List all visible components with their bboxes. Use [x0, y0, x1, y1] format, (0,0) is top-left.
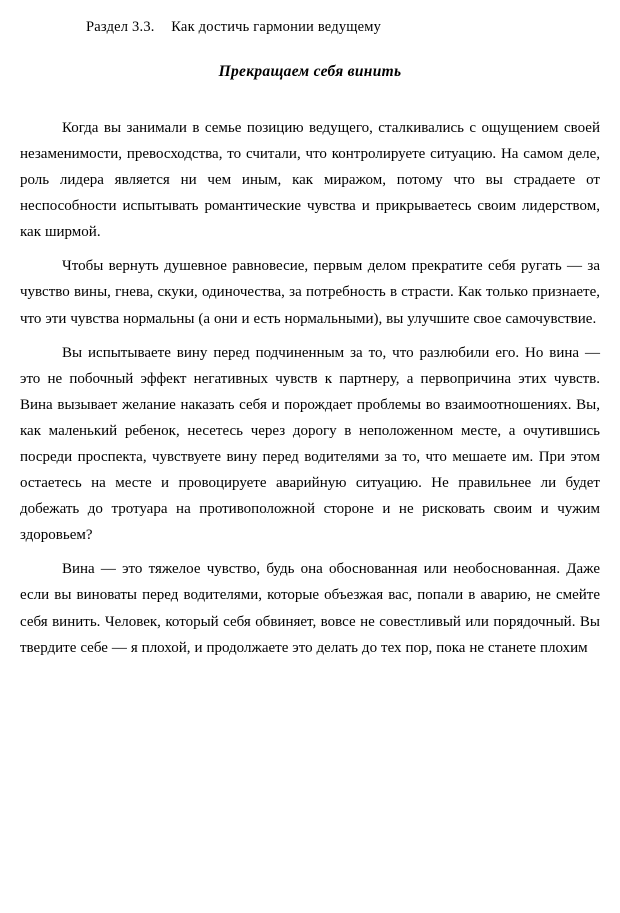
paragraph: Вина — это тяжелое чувство, будь она обоснованная или необоснованная. Даже если вы виноваты перед водителями, которые объезжая вас, попали в аварию, не смейте себя винить. Человек, который себя обвиняет, вовсе не совестливый или порядочный. Вы твердите себе — я плохой, и продолжаете это делать до тех пор, пока не станете плохим [20, 561, 600, 656]
paragraph: Чтобы вернуть душевное равновесие, первым делом прекратите себя ругать — за чувство вины, гнева, скуки, одиночества, за потребность в страсти. Как только признаете, что эти чувства нормальны (а они и есть нормальными), вы улучшите свое самочувствие. [20, 258, 600, 327]
running-head-section-label: Раздел 3.3. [86, 19, 155, 35]
page-title: Прекращаем себя винить [218, 62, 402, 80]
running-head [86, 18, 600, 37]
paragraph: Когда вы занимали в семье позицию ведущего, сталкивались с ощущением своей незаменимости, превосходства, то считали, что контролируете ситуацию. На самом деле, роль лидера является ни чем иным, как миражом, потому что вы страдаете от неспособности испытывать романтические чувства и прикрываетесь своим лидерством, как ширмой. [20, 119, 600, 241]
body-text [20, 115, 600, 661]
running-head-section-title: Как достичь гармонии ведущему [171, 19, 382, 35]
paragraph: Вы испытываете вину перед подчиненным за то, что разлюбили его. Но вина — это не побочный эффект негативных чувств к партнеру, а первопричина этих чувств. Вина вызывает желание наказать себя и порождает проблемы во взаимоотношениях. Вы, как маленький ребенок, несетесь через дорогу в неположенном месте, а очутившись посреди проспекта, чувствуете вину перед водителями за то, что мешаете им. При этом остаетесь на месте и провоцируете аварийную ситуацию. Не правильнее ли будет добежать до тротуара на противоположной стороне и не рисковать своим и чужим здоровьем? [20, 344, 600, 544]
